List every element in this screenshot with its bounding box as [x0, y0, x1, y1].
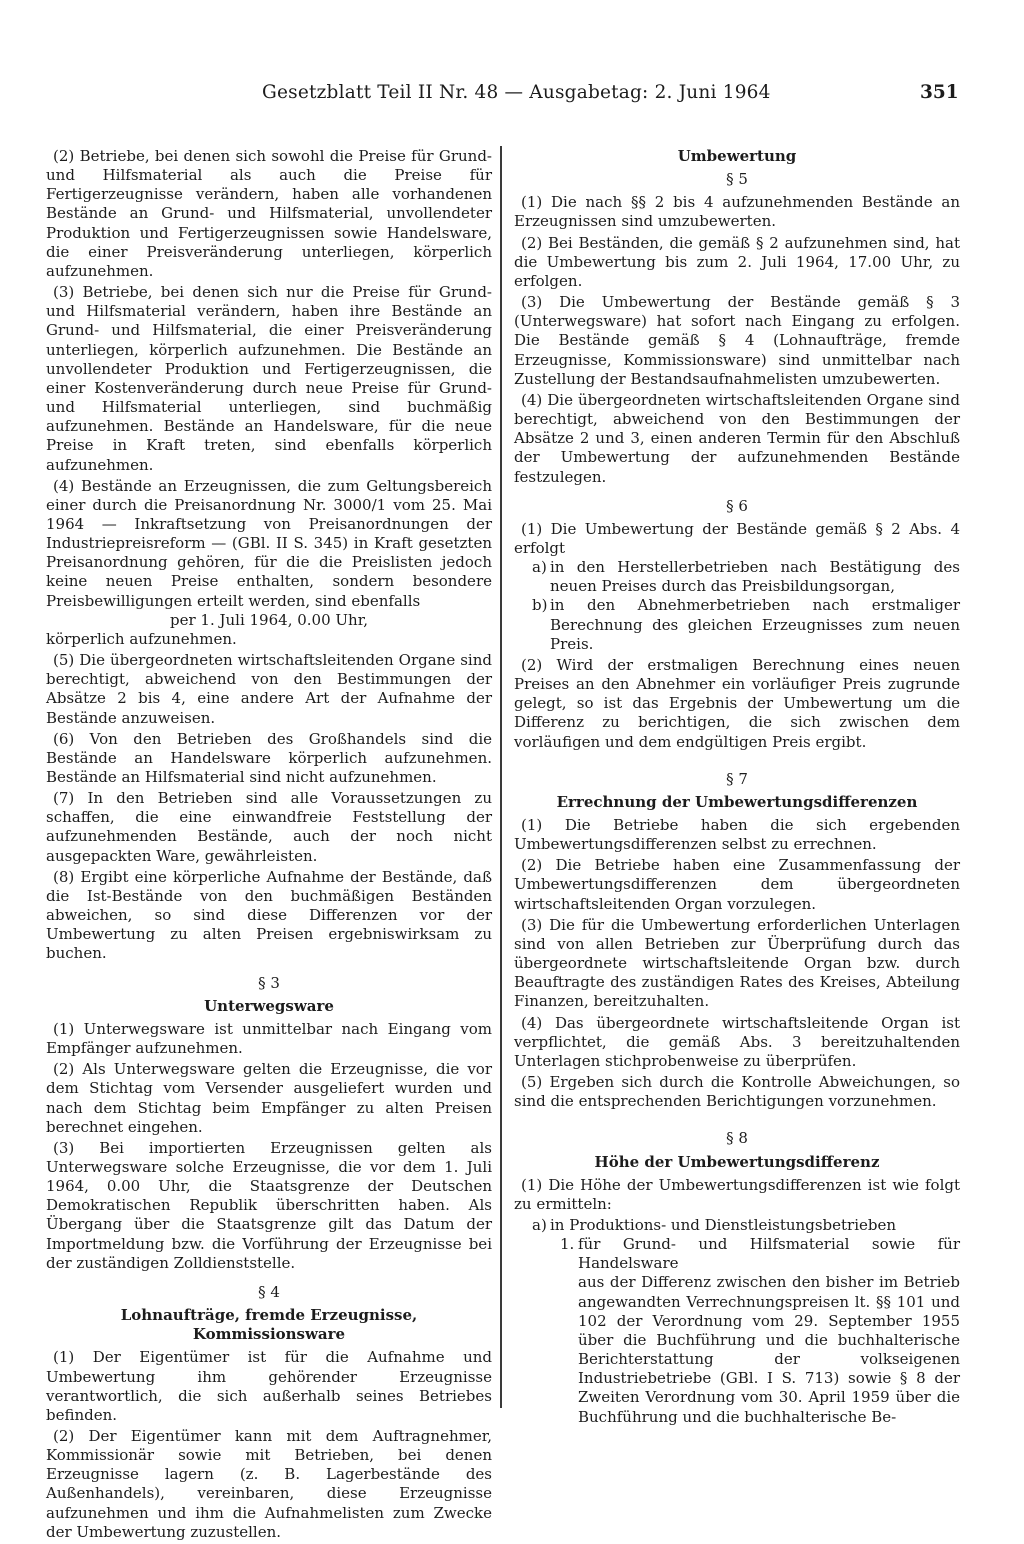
list-label: b): [532, 596, 548, 615]
paragraph-3-1: (1) Unterwegsware ist unmittelbar nach Eingang vom Empfänger aufzunehmen.: [46, 1019, 492, 1058]
paragraph-2-2: (2) Betriebe, bei denen sich sowohl die Preise für Grund- und Hilfsmaterial als auch die Preise für Fertigerzeugnisse verändern, haben alle vorhandenen Bestände an Grund- und Hilfsmaterial, unvollendeter Produktion und Fertigerzeugnissen sowie Handelsware, die einer Preisveränderung unterliegen, körperlich aufzunehmen.: [46, 147, 492, 280]
list-text: für Grund- und Hilfsmaterial sowie für Handelsware: [578, 1235, 960, 1273]
paragraph-2-3: (3) Betriebe, bei denen sich nur die Preise für Grund- und Hilfsmaterial verändern, haben ihre Bestände an Grund- und Hilfsmaterial, die einer Preisveränderung unterliegen, körperlich aufzunehmen. Die Bestände an unvollendeter Produktion und Fertigerzeugnissen, die einer Kostenveränderung durch neue Preise für Grund- und Hilfsmaterial unterliegen, sind buchmäßig aufzunehmen. Bestände an Handelsware, für die neue Preise in Kraft treten, sind ebenfalls körperlich aufzunehmen.: [46, 283, 492, 474]
list-label: a): [532, 558, 547, 577]
paragraph-5-4: (4) Die übergeordneten wirtschaftsleitenden Organe sind berechtigt, abweichend von den Bestimmungen der Absätze 2 und 3, einen anderen Termin für den Abschluß der Umbewertung der aufzunehmenden Bestände festzulegen.: [514, 390, 960, 486]
umbewertung-heading: Umbewertung: [677, 147, 797, 165]
section-7-title: Errechnung der Umbewertungsdifferenzen: [556, 792, 918, 811]
paragraph-2-7: (7) In den Betrieben sind alle Voraussetzungen zu schaffen, die eine einwandfreie Feststellung der aufzunehmenden Bestände, auch der noch nicht ausgepackten Ware, gewährleisten.: [46, 789, 492, 865]
page-header: [0, 82, 1024, 112]
left-column: [46, 147, 492, 1544]
section-6-number: § 6: [726, 496, 748, 515]
section-3-title: Unterwegsware: [204, 996, 334, 1015]
list-label: a): [532, 1215, 547, 1234]
paragraph-6-1: (1) Die Umbewertung der Bestände gemäß § 2 Abs. 4 erfolgt: [514, 519, 960, 557]
paragraph-2-4-date: per 1. Juli 1964, 0.00 Uhr,: [169, 610, 368, 629]
paragraph-2-4: (4) Bestände an Erzeugnissen, die zum Geltungsbereich einer durch die Preisanordnung Nr. 3000/1 vom 25. Mai 1964 — Inkraftsetzung von Preisanordnungen der Industriepreisreform — (GBl. II S. 345) in Kraft gesetzten Preisanordnung gehören, für die die Preislisten jedoch keine neuen Preise enthalten, sondern besondere Preisbewilligungen erteilt werden, sind ebenfalls: [46, 476, 492, 610]
list-text: in Produktions- und Dienstleistungsbetrieben: [550, 1215, 897, 1234]
list-text: in den Herstellerbetrieben nach Bestätigung des neuen Preises durch das Preisbildungsorgan,: [550, 558, 960, 596]
paragraph-3-3: (3) Bei importierten Erzeugnissen gelten als Unterwegsware solche Erzeugnisse, die vor dem 1. Juli 1964, 0.00 Uhr, die Staatsgrenze der Deutschen Demokratischen Republik überschritten haben. Als Übergang über die Staatsgrenze gilt das Datum der Importmeldung bzw. die Vorführung der Erzeugnisse bei der zuständigen Zolldienststelle.: [46, 1138, 492, 1272]
section-4-number: § 4: [258, 1282, 280, 1301]
paragraph-4-2: (2) Der Eigentümer kann mit dem Auftragnehmer, Kommissionär sowie mit Betrieben, bei denen Erzeugnisse lagern (z. B. Lagerbestände des Außenhandels), vereinbaren, diese Erzeugnisse aufzunehmen und ihm die Aufnahmelisten zum Zwecke der Umbewertung zuzustellen.: [46, 1427, 492, 1541]
paragraph-5-3: (3) Die Umbewertung der Bestände gemäß § 3 (Unterwegsware) hat sofort nach Eingang zu erfolgen. Die Bestände gemäß § 4 (Lohnaufträge, fremde Erzeugnisse, Kommissionsware) sind unmittelbar nach Zustellung der Bestandsaufnahmelisten umzubewerten.: [514, 293, 960, 388]
list-label: 1.: [560, 1235, 575, 1254]
paragraph-2-8: (8) Ergibt eine körperliche Aufnahme der Bestände, daß die Ist-Bestände von den buchmäßigen Beständen abweichen, so sind diese Differenzen vor der Umbewertung zu alten Preisen ergebniswirksam zu buchen.: [46, 867, 492, 963]
paragraph-8-1: (1) Die Höhe der Umbewertungsdifferenzen ist wie folgt zu ermitteln:: [514, 1175, 960, 1213]
section-5-number: § 5: [726, 170, 748, 189]
list-text: in den Abnehmerbetrieben nach erstmaliger Berechnung des gleichen Erzeugnisses zum neuen Preis.: [550, 596, 960, 653]
paragraph-6-2: (2) Wird der erstmaligen Berechnung eines neuen Preises an den Abnehmer ein vorläufiger Preis zugrunde gelegt, so ist das Ergebnis der Umbewertung um die Differenz zu berichtigen, die sich zwischen dem vorläufigen und dem endgültigen Preis ergibt.: [514, 655, 960, 751]
paragraph-4-1: (1) Der Eigentümer ist für die Aufnahme und Umbewertung ihm gehörender Erzeugnisse verantwortlich, die sich außerhalb seines Betriebes befinden.: [46, 1348, 492, 1424]
paragraph-5-1: (1) Die nach §§ 2 bis 4 aufzunehmenden Bestände an Erzeugnissen sind umzubewerten.: [514, 193, 960, 231]
paragraph-2-6: (6) Von den Betrieben des Großhandels sind die Bestände an Handelsware körperlich aufzunehmen. Bestände an Hilfsmaterial sind nicht aufzunehmen.: [46, 729, 492, 786]
column-divider: [500, 146, 502, 1408]
list-item-8-a-1-continuation: aus der Differenz zwischen den bisher im Betrieb angewandten Verrechnungspreisen lt. §§ 101 und 102 der Verordnung vom 29. September 1955 über die Buchführung und die buchhalterische Berichterstattung der volkseigenen Industriebetriebe (GBl. I S. 713) sowie § 8 der Zweiten Verordnung vom 30. April 1959 über die Buchführung und die buchhalterische Be-: [578, 1273, 960, 1426]
page-number: 351: [920, 82, 959, 103]
gazette-title: Gesetzblatt Teil II Nr. 48 — Ausgabetag: 2. Juni 1964: [262, 82, 771, 103]
section-3-number: § 3: [258, 973, 280, 992]
paragraph-7-1: (1) Die Betriebe haben die sich ergebenden Umbewertungsdifferenzen selbst zu errechnen.: [514, 816, 960, 854]
section-4-title: Lohnaufträge, fremde Erzeugnisse, Kommissionsware: [120, 1306, 418, 1344]
paragraph-2-5: (5) Die übergeordneten wirtschaftsleitenden Organe sind berechtigt, abweichend von den Bestimmungen der Absätze 2 bis 4, eine andere Art der Aufnahme der Bestände anzuweisen.: [46, 651, 492, 727]
list-item-6-b: [514, 596, 960, 653]
list-item-8-a: [514, 1216, 960, 1235]
paragraph-2-4-end: körperlich aufzunehmen.: [46, 629, 237, 648]
list-item-6-a: [514, 558, 960, 596]
paragraph-7-4: (4) Das übergeordnete wirtschaftsleitende Organ ist verpflichtet, die gemäß Abs. 3 bereitzuhaltenden Unterlagen stichprobenweise zu überprüfen.: [514, 1013, 960, 1070]
section-8-title: Höhe der Umbewertungsdifferenz: [594, 1152, 880, 1171]
section-7-number: § 7: [726, 769, 748, 788]
paragraph-5-2: (2) Bei Beständen, die gemäß § 2 aufzunehmen sind, hat die Umbewertung bis zum 2. Juli 1964, 17.00 Uhr, zu erfolgen.: [514, 233, 960, 290]
list-item-8-a-1: [514, 1235, 960, 1273]
right-column: [514, 147, 960, 1427]
paragraph-7-3: (3) Die für die Umbewertung erforderlichen Unterlagen sind von allen Betrieben zur Überprüfung durch das übergeordnete wirtschaftsleitende Organ bzw. durch Beauftragte des zuständigen Rates des Kreises, Abteilung Finanzen, bereitzuhalten.: [514, 915, 960, 1011]
paragraph-3-2: (2) Als Unterwegsware gelten die Erzeugnisse, die vor dem Stichtag vom Versender ausgeliefert wurden und nach dem Stichtag beim Empfänger zu alten Preisen berechnet eingehen.: [46, 1060, 492, 1136]
paragraph-7-5: (5) Ergeben sich durch die Kontrolle Abweichungen, so sind die entsprechenden Berichtigungen vorzunehmen.: [514, 1073, 960, 1111]
section-8-number: § 8: [726, 1129, 748, 1148]
paragraph-7-2: (2) Die Betriebe haben eine Zusammenfassung der Umbewertungsdifferenzen dem übergeordneten wirtschaftsleitenden Organ vorzulegen.: [514, 856, 960, 913]
